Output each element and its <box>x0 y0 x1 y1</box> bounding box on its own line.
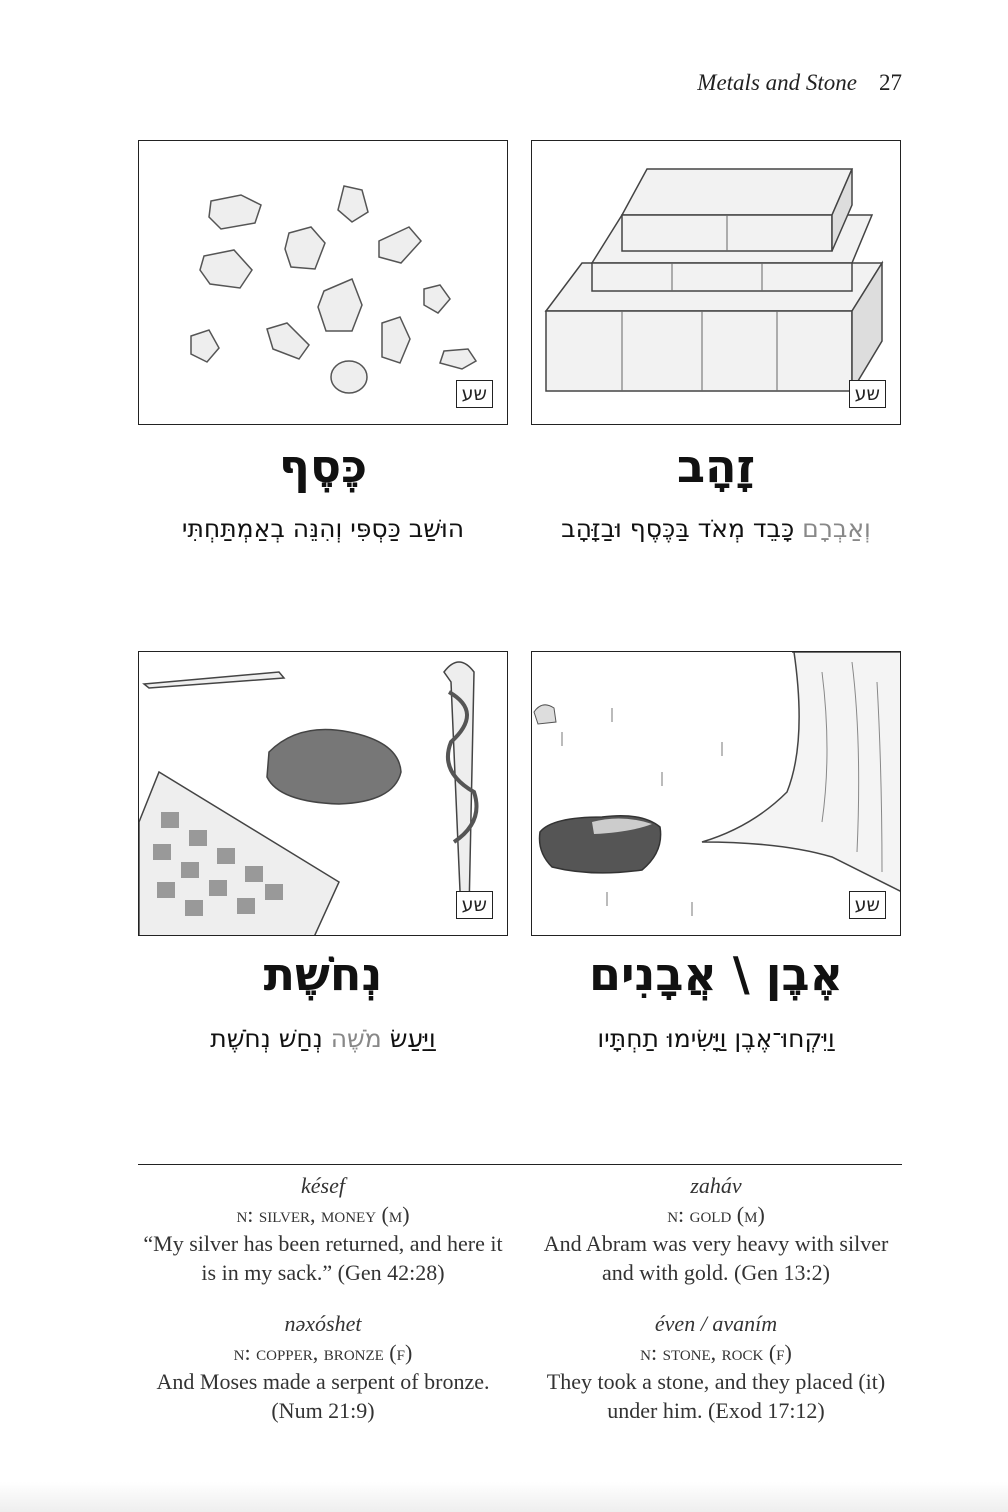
silver-translation: “My silver has been returned, and here it is in my sack.” (Gen 42:28) <box>143 1231 503 1285</box>
copper-headword: נְחֹשֶׁת <box>263 947 383 1001</box>
silver-gloss <box>138 1171 508 1287</box>
silver-transliteration: késef <box>301 1173 345 1198</box>
copper-definition: n: copper, bronze (f) <box>233 1340 413 1365</box>
copper-illustration <box>138 651 508 936</box>
copper-verse-verb: וַיַּעַשׂ <box>381 1024 436 1053</box>
copper-transliteration: nəxóshet <box>284 1311 362 1336</box>
stone-translation: They took a stone, and they placed (it) under him. (Exod 17:12) <box>546 1369 886 1423</box>
gold-headword: זָהָב <box>676 439 756 493</box>
gold-transliteration: zaháv <box>690 1173 742 1198</box>
divider <box>138 1164 902 1165</box>
gold-illustration <box>531 140 901 425</box>
copper-gloss <box>138 1309 508 1425</box>
tag-badge: שע <box>849 891 886 919</box>
stone-definition: n: stone, rock (f) <box>640 1340 792 1365</box>
page-number: 27 <box>879 70 902 95</box>
gold-verse-rest: כָּבֵד מְאֹד בַּכֶּסֶף וּבַזָּהָב <box>561 514 803 543</box>
silver-headword: כֶּסֶף <box>278 439 368 493</box>
gold-translation: And Abram was very heavy with silver and with gold. (Gen 13:2) <box>543 1231 889 1285</box>
gold-definition: n: gold (m) <box>667 1202 765 1227</box>
tag-badge: שע <box>456 891 493 919</box>
gold-verse-name: וְאַבְרָם <box>802 514 871 543</box>
stone-verse: וַיִּקְחוּ־אֶבֶן וַיָּשִׂימוּ תַחְתָּיו <box>597 1024 835 1053</box>
running-header <box>697 70 902 96</box>
page-edge-shadow <box>0 1482 1008 1512</box>
stone-headword: אֶבֶן \ אֲבָנִים <box>588 947 844 1001</box>
copper-translation: And Moses made a serpent of bronze. (Num 21:9) <box>156 1369 490 1423</box>
tag-badge: שע <box>849 380 886 408</box>
stone-illustration <box>531 651 901 936</box>
copper-ore-serpent-staff-icon <box>139 652 508 936</box>
stone-gloss <box>531 1309 901 1425</box>
copper-verse-name: מֹשֶׁה <box>330 1024 382 1053</box>
silver-definition: n: silver, money (m) <box>236 1202 410 1227</box>
gold-gloss <box>531 1171 901 1287</box>
stone-transliteration: éven / avaním <box>654 1311 778 1336</box>
tag-badge: שע <box>456 380 493 408</box>
copper-verse <box>128 1022 518 1056</box>
chapter-title: Metals and Stone <box>697 70 857 95</box>
gold-verse <box>521 512 911 546</box>
copper-verse-rest: נְחַשׁ נְחֹשֶׁת <box>210 1024 331 1053</box>
rock-and-tree-icon <box>532 652 901 936</box>
silver-verse: הוּשַׁב כַּסְפִּי וְהִנֵּה בְאַמְתַּחְתִּי <box>181 514 465 543</box>
silver-illustration <box>138 140 508 425</box>
gold-bars-icon <box>532 141 901 425</box>
silver-nuggets-icon <box>139 141 508 425</box>
